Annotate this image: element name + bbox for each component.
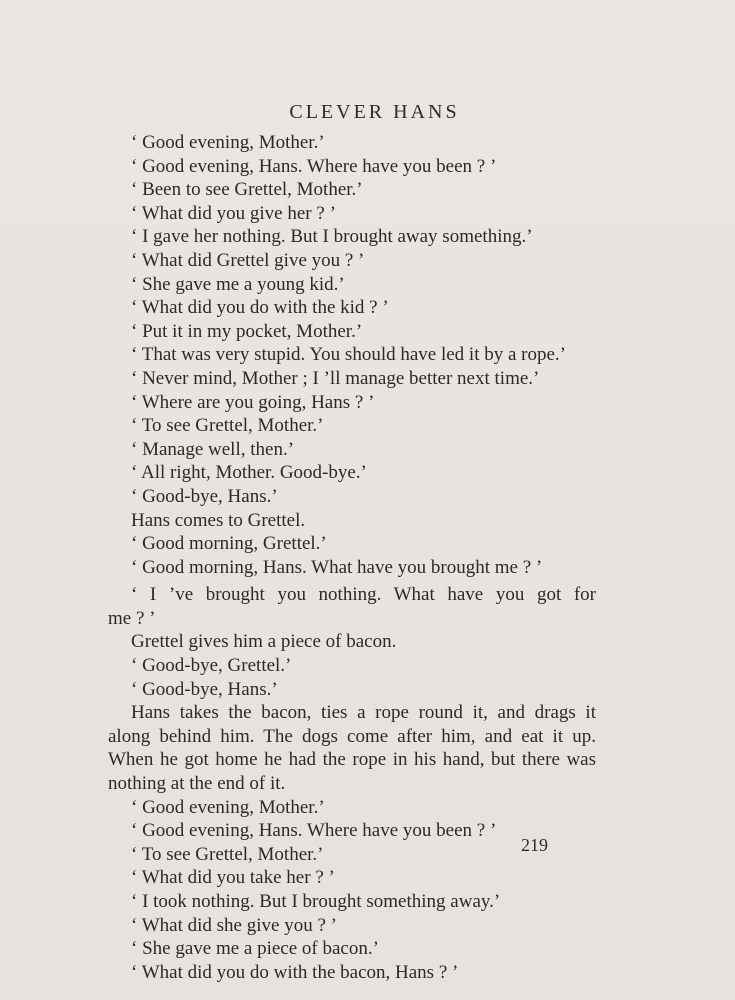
text-line: ‘ What did Grettel give you ? ’ (131, 249, 365, 271)
body-text (108, 131, 596, 984)
text-line: ‘ Good morning, Hans. What have you brought me ? ’ (131, 556, 543, 578)
text-line: ‘ That was very stupid. You should have led it by a rope.’ (131, 344, 567, 366)
text-line: ‘ What did you give her ? ’ (131, 202, 336, 224)
text-line: Hans comes to Grettel. (131, 509, 306, 531)
text-line: ‘ Good evening, Hans. Where have you been ? ’ (131, 820, 497, 842)
page-number: 219 (521, 835, 548, 855)
text-line: ‘ I ’ve brought you nothing. What have you got for (131, 584, 596, 606)
text-line: ‘ She gave me a young kid.’ (131, 273, 345, 295)
text-line: ‘ Good-bye, Hans.’ (131, 678, 278, 700)
text-line: ‘ I gave her nothing. But I brought away something.’ (131, 226, 533, 248)
text-line: ‘ Manage well, then.’ (131, 438, 295, 460)
text-line: ‘ Good-bye, Hans.’ (131, 485, 278, 507)
text-line: ‘ What did you do with the bacon, Hans ? ’ (131, 961, 459, 983)
text-line: ‘ All right, Mother. Good-bye.’ (131, 462, 367, 484)
text-line: ‘ I took nothing. But I brought something away.’ (131, 891, 501, 912)
text-line: When he got home he had the rope in his hand, but there was (108, 749, 596, 771)
text-line: Grettel gives him a piece of bacon. (131, 631, 397, 653)
text-line: ‘ Good evening, Hans. Where have you been ? ’ (131, 155, 497, 177)
text-line: ‘ What did you take her ? ’ (131, 867, 335, 889)
text-line: ‘ Put it in my pocket, Mother.’ (131, 320, 363, 342)
running-head: CLEVER HANS (289, 101, 460, 123)
text-line: ‘ She gave me a piece of bacon.’ (131, 938, 379, 960)
text-line: ‘ Been to see Grettel, Mother.’ (131, 179, 363, 201)
text-line: ‘ Good evening, Mother.’ (131, 796, 325, 818)
text-line: ‘ To see Grettel, Mother.’ (131, 843, 324, 865)
text-line: ‘ What did you do with the kid ? ’ (131, 297, 389, 319)
text-line: ‘ Good-bye, Grettel.’ (131, 655, 292, 677)
text-line: ‘ Good evening, Mother.’ (131, 132, 325, 153)
text-line: me ? ’ (108, 607, 156, 629)
text-line: nothing at the end of it. (108, 773, 286, 795)
text-line: ‘ Never mind, Mother ; I ’ll manage better next time.’ (131, 367, 540, 389)
text-line: ‘ Good morning, Grettel.’ (131, 533, 327, 555)
text-line: ‘ What did she give you ? ’ (131, 914, 337, 936)
text-line: Hans takes the bacon, ties a rope round it, and drags it (131, 702, 596, 724)
text-line: along behind him. The dogs come after him, and eat it up. (108, 725, 596, 747)
text-line: ‘ To see Grettel, Mother.’ (131, 415, 324, 437)
text-line: ‘ Where are you going, Hans ? ’ (131, 391, 375, 413)
